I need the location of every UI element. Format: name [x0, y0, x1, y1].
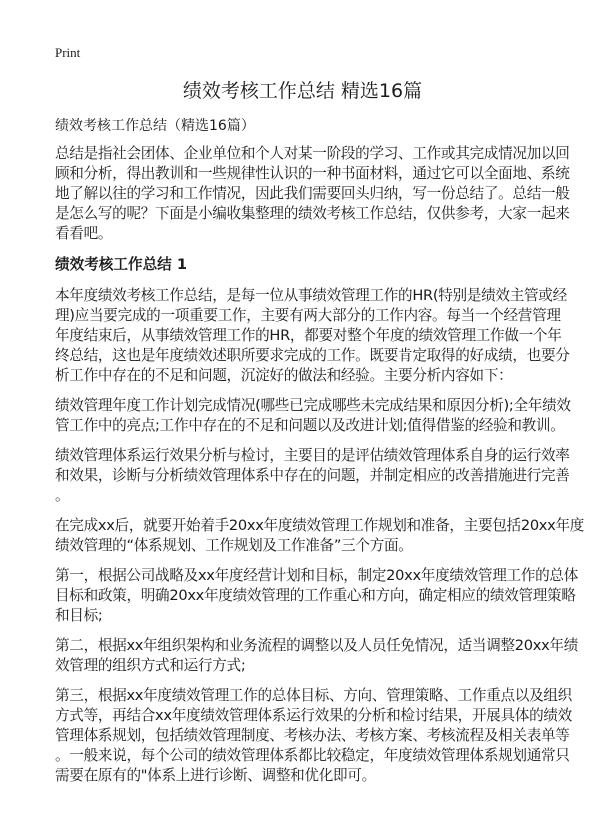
- text-line: 顾和分析，得出教训和一些规律性认识的一种书面材料，通过它可以全面地、系统: [55, 165, 570, 182]
- text-line: 和效果，诊断与分析绩效管理体系中存在的问题，并制定相应的改善措施进行完善: [55, 467, 570, 484]
- text-line: 析工作中存在的不足和问题，沉淀好的做法和经验。主要分析内容如下：: [55, 367, 513, 384]
- text-line: 绩效管理年度工作计划完成情况(哪些已完成哪些未完成结果和原因分析);全年绩效: [55, 397, 571, 414]
- text-line: 看看吧。: [55, 225, 113, 242]
- body-paragraph: [55, 286, 570, 386]
- text-line: 终总结，这也是年度绩效述职所要求完成的工作。既要肯定取得的好成绩，也要分: [55, 347, 570, 364]
- text-line: 。: [55, 487, 70, 504]
- text-line: 和目标;: [55, 607, 103, 624]
- text-line: 地了解以往的学习和工作情况，因此我们需要回头归纳，写一份总结了。总结一般: [55, 185, 570, 202]
- text-line: 管理体系规划，包括绩效管理制度、考核办法、考核方案、考核流程及相关表单等: [55, 727, 570, 744]
- body-paragraph: [55, 396, 571, 436]
- text-line: 方式等，再结合xx年度绩效管理体系运行效果的分析和检讨结果，开展具体的绩效: [55, 707, 572, 724]
- text-line: 管工作中的亮点;工作中存在的不足和问题以及改进计划;值得借鉴的经验和教训。: [55, 417, 565, 434]
- body-paragraph: [55, 446, 570, 506]
- text-line: 第二，根据xx年组织架构和业务流程的调整以及人员任免情况，适当调整20xx年绩: [55, 637, 579, 654]
- document-page: [55, 44, 585, 796]
- page-title: 绩效考核工作总结 精选16篇: [182, 80, 423, 102]
- text-line: 绩效管理的“体系规划、工作规划及工作准备”三个方面。: [55, 537, 413, 554]
- section-body: [55, 286, 585, 786]
- body-paragraph: [55, 516, 585, 556]
- text-line: 理)应当要完成的一项重要工作，主要有两大部分的工作内容。每当一个经营管理: [55, 307, 561, 324]
- text-line: 年度结束后，从事绩效管理工作的HR，都要对整个年度的绩效管理工作做一个年: [55, 327, 562, 344]
- section-heading: 绩效考核工作总结 1: [55, 256, 187, 273]
- text-line: 在完成xx后，就要开始着手20xx年度绩效管理工作规划和准备，主要包括20xx年度: [55, 517, 585, 534]
- subtitle: 绩效考核工作总结（精选16篇）: [55, 118, 255, 134]
- text-line: 需要在原有的"体系上进行诊断、调整和优化即可。: [55, 767, 376, 784]
- text-line: 目标和政策，明确20xx年度绩效管理的工作重心和方向，确定相应的绩效管理策略: [55, 587, 576, 604]
- body-paragraph: [55, 686, 572, 786]
- text-line: 效管理的组织方式和运行方式;: [55, 657, 246, 674]
- text-line: 。一般来说，每个公司的绩效管理体系都比较稳定，年度绩效管理体系规划通常只: [55, 747, 570, 764]
- text-line: 总结是指社会团体、企业单位和个人对某一阶段的学习、工作或其完成情况加以回: [55, 145, 570, 162]
- print-link[interactable]: Print: [55, 45, 81, 60]
- text-line: 本年度绩效考核工作总结，是每一位从事绩效管理工作的HR(特别是绩效主管或经: [55, 287, 567, 304]
- body-paragraph: [55, 566, 579, 626]
- text-line: 是怎么写的呢？下面是小编收集整理的绩效考核工作总结，仅供参考，大家一起来: [55, 205, 570, 222]
- text-line: 第一，根据公司战略及xx年度经营计划和目标，制定20xx年度绩效管理工作的总体: [55, 567, 579, 584]
- text-line: 第三，根据xx年度绩效管理工作的总体目标、方向、管理策略、工作重点以及组织: [55, 687, 572, 704]
- body-paragraph: [55, 636, 579, 676]
- intro-paragraph: [55, 144, 570, 244]
- text-line: 绩效管理体系运行效果分析与检讨，主要目的是评估绩效管理体系自身的运行效率: [55, 447, 570, 464]
